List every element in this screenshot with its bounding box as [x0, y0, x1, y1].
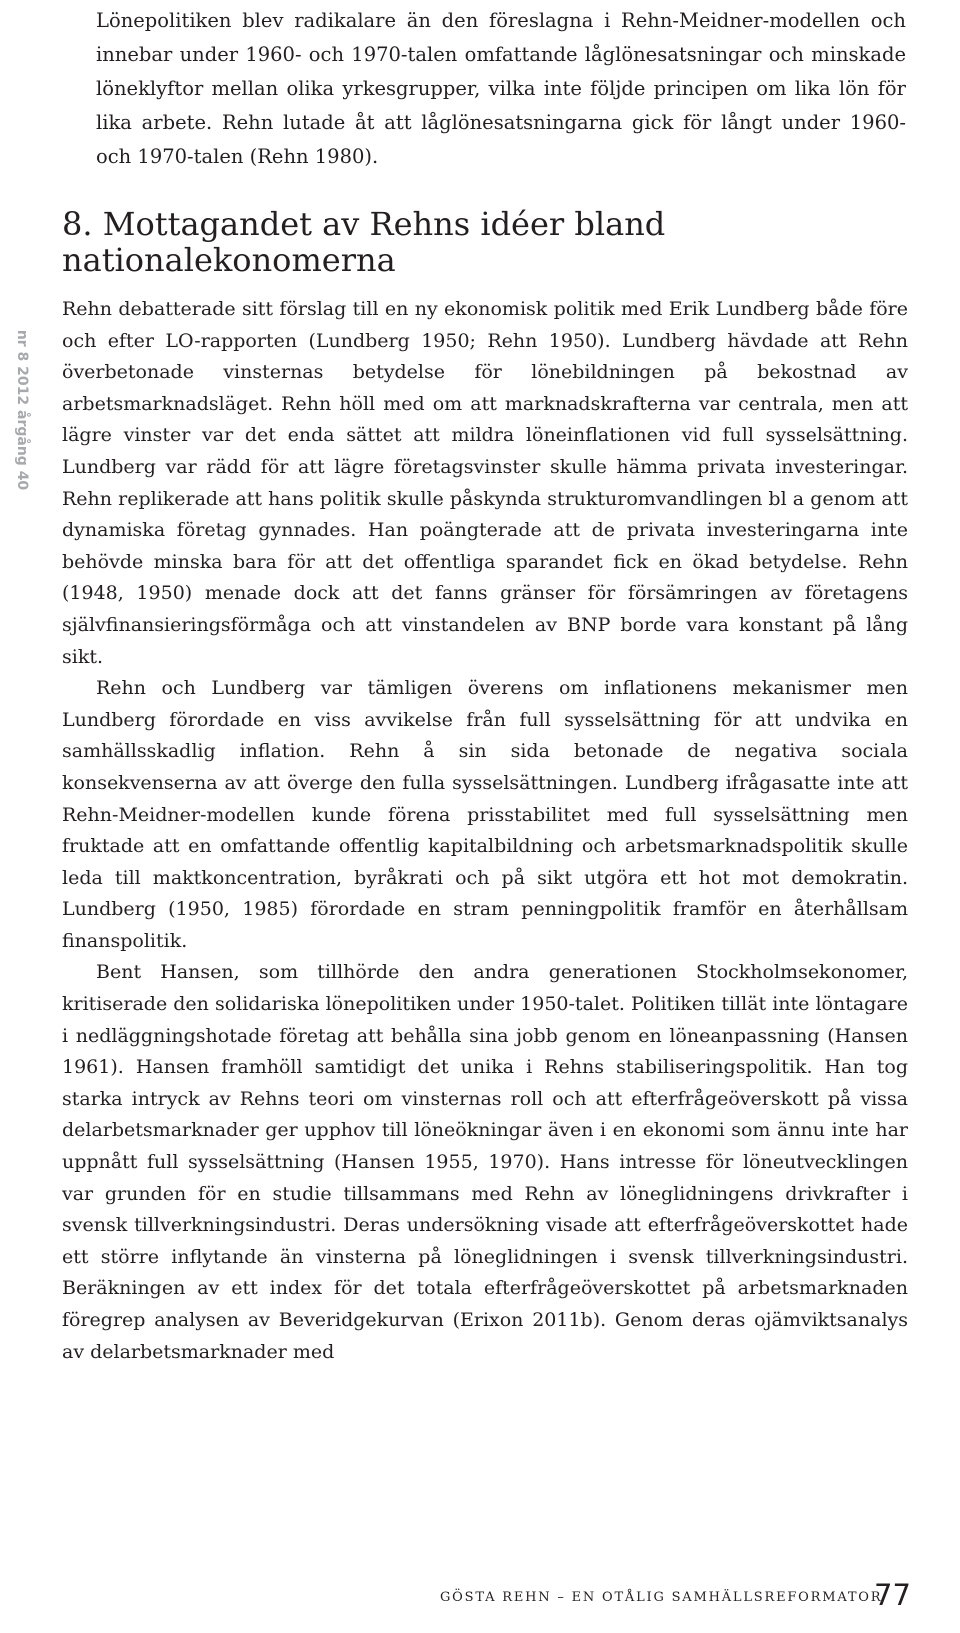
lead-paragraph: Lönepolitiken blev radikalare än den föreslagna i Rehn-Meidner-modellen och innebar under 1960- och 1970-talen omfattande låglönesatsningar och minskade löneklyftor mellan olika yrkesgrupper, vilka inte följde principen om lika lön för lika arbete. Rehn lutade åt att låglönesatsningarna gick för långt under 1960- och 1970-talen (Rehn 1980).	[96, 9, 906, 168]
section-body	[62, 294, 908, 1368]
body-paragraph-3: Bent Hansen, som tillhörde den andra generationen Stockholmsekonomer, kritiserade den solidariska lönepolitiken under 1950-talet. Politiken tillät inte löntagare i nedläggningshotade företag att behålla sina jobb genom en löneanpassning (Hansen 1961). Hansen framhöll samtidigt det unika i Rehns stabiliseringspolitik. Han tog starka intryck av Rehns teori om vinsternas roll och att efterfrågeöverskott på vissa delarbetsmarknader ger upphov till löneökningar även i en ekonomi som ännu inte har uppnått full sysselsättning (Hansen 1955, 1970). Hans intresse för löneutvecklingen var grunden för en studie tillsammans med Rehn av löneglidningens drivkrafter i svensk tillverkningsindustri. Deras undersökning visade att efterfrågeöverskottet hade ett större inflytande än vinsterna på löneglidningen i svensk tillverkningsindustri. Beräkningen av ett index för det totala efterfrågeöverskottet på arbetsmarknaden föregrep analysen av Beveridgekurvan (Erixon 2011b). Genom deras ojämviktsanalys av delarbetsmarknader med	[62, 961, 908, 1363]
journal-issue-label	[2, 300, 42, 520]
body-paragraph-2: Rehn och Lundberg var tämligen överens om inflationens mekanismer men Lundberg förordade en viss avvikelse från full sysselsättning för att undvika en samhällsskadlig inflation. Rehn å sin sida betonade de negativa sociala konsekvenserna av att överge den fulla sysselsättningen. Lundberg ifrågasatte inte att Rehn-Meidner-modellen kunde förena prisstabilitet med full sysselsättning men fruktade att en omfattande offentlig kapitalbildning och arbetsmarknadspolitik skulle leda till maktkoncentration, byråkrati och på sikt utgöra ett hot mot demokratin. Lundberg (1950, 1985) förordade en stram penningpolitik framför en återhållsam finanspolitik.	[62, 677, 908, 952]
running-footer: GÖSTA REHN – EN OTÅLIG SAMHÄLLSREFORMATOR	[440, 1590, 883, 1605]
journal-issue-text: nr 8 2012 årgång 40	[14, 329, 30, 491]
body-paragraph-1: Rehn debatterade sitt förslag till en ny ekonomisk politik med Erik Lundberg både före och efter LO-rapporten (Lundberg 1950; Rehn 1950). Lundberg hävdade att Rehn överbetonade vinsternas betydelse för lönebildningen på bekostnad av arbetsmarknadsläget. Rehn höll med om att marknadskrafterna var centrala, men att lägre vinster var det enda sättet att mildra löneinflationen vid full sysselsättning. Lundberg var rädd för att lägre företagsvinster skulle hämma privata investeringar. Rehn replikerade att hans politik skulle påskynda strukturomvandlingen bl a genom att dynamiska företag gynnades. Han poängterade att de privata investeringarna inte behövde minska bara för att det offentliga sparandet fick en ökad betydelse. Rehn (1948, 1950) menade dock att det fanns gränser för försämringen av företagens självfinansieringsförmåga och att vinstandelen av BNP borde vara konstant på lång sikt.	[62, 298, 908, 668]
page-number: 77	[874, 1578, 911, 1612]
section-heading: 8. Mottagandet av Rehns idéer bland nationalekonomerna	[62, 205, 666, 279]
lead-paragraph-block	[96, 4, 906, 174]
